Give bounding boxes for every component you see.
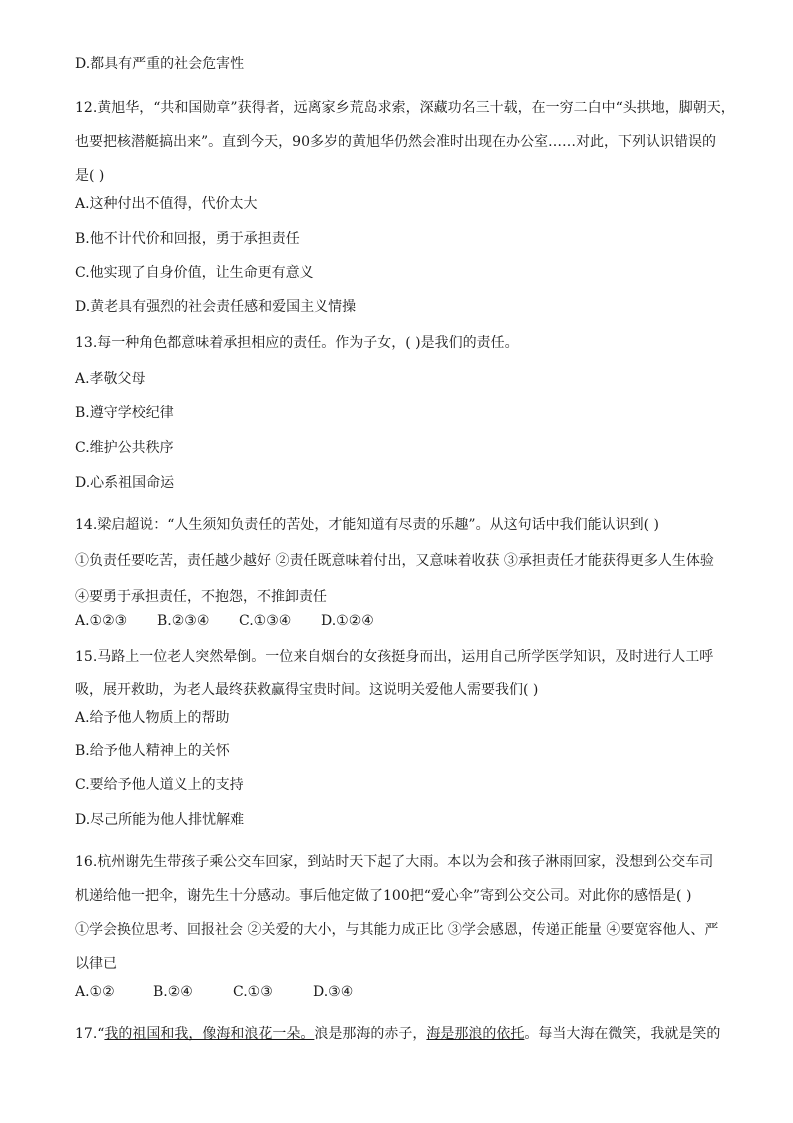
q13-stem: 13.每一种角色都意味着承担相应的责任。作为子女，( )是我们的责任。: [75, 335, 519, 351]
q12-stem-line-2: 也要把核潜艇搞出来”。直到今天，90多岁的黄旭华仍然会准时出现在办公室……对此，下列认识错误的: [75, 134, 716, 150]
q13-option-b: B.遵守学校纪律: [75, 405, 174, 421]
q16-option-a: A.①②: [75, 984, 115, 1000]
q12-stem-line-3: 是( ): [75, 168, 105, 184]
q14-option-d: D.①②④: [321, 613, 374, 629]
q16-items-line-2: 以律已: [75, 956, 117, 972]
q16-option-c: C.①③: [233, 984, 273, 1000]
q15-stem-line-1: 15.马路上一位老人突然晕倒。一位来自烟台的女孩挺身而出，运用自己所学医学知识，及时进行人工呼: [75, 649, 714, 665]
q16-stem-line-2: 机递给他一把伞，谢先生十分感动。事后他定做了100把“爱心伞”寄到公交公司。对此你的感悟是( ): [75, 888, 692, 904]
q16-option-d: D.③④: [313, 984, 354, 1000]
q14-option-a: A.①②③: [75, 613, 128, 629]
q17-prefix: 17.“: [75, 1026, 105, 1042]
q14-options: [75, 612, 374, 630]
q16-options: [75, 983, 353, 1001]
q17-underlined-phrase-1: 我的祖国和我，像海和浪花一朵。: [104, 1026, 315, 1042]
q17-suffix: 。每当大海在微笑，我就是笑的: [524, 1026, 721, 1042]
q14-items-line-2: ④要勇于承担责任，不抱怨，不推卸责任: [75, 589, 327, 605]
q12-option-c: C.他实现了自身价值，让生命更有意义: [75, 265, 314, 281]
q17-underlined-phrase-2: 海是那浪的依托: [426, 1026, 525, 1042]
q16-items-line-1: ①学会换位思考、回报社会 ②关爱的大小，与其能力成正比 ③学会感恩，传递正能量 ④要宽容他人、严: [75, 922, 719, 938]
q14-items-line-1: ①负责任要吃苦，责任越少越好 ②责任既意味着付出，又意味着收获 ③承担责任才能获得更多人生体验: [75, 553, 714, 569]
q15-stem-line-2: 吸，展开救助，为老人最终获救赢得宝贵时间。这说明关爱他人需要我们( ): [75, 682, 539, 698]
q16-stem-line-1: 16.杭州谢先生带孩子乘公交车回家，到站时天下起了大雨。本以为会和孩子淋雨回家，没想到公交车司: [75, 854, 714, 870]
q11-option-d: D.都具有严重的社会危害性: [75, 56, 245, 72]
q15-option-b: B.给予他人精神上的关怀: [75, 743, 230, 759]
q12-option-b: B.他不计代价和回报，勇于承担责任: [75, 231, 300, 247]
q17-stem-line-1: [75, 1025, 720, 1043]
q15-option-a: A.给予他人物质上的帮助: [75, 710, 230, 726]
q14-stem: 14.梁启超说：“人生须知负责任的苦处，才能知道有尽责的乐趣”。从这句话中我们能认识到( ): [75, 517, 659, 533]
q17-middle-text: 浪是那海的赤子，: [314, 1026, 427, 1042]
q12-option-a: A.这种付出不值得，代价太大: [75, 196, 258, 212]
q16-option-b: B.②④: [153, 984, 193, 1000]
q13-option-a: A.孝敬父母: [75, 371, 146, 387]
q13-option-d: D.心系祖国命运: [75, 475, 175, 491]
q13-option-c: C.维护公共秩序: [75, 440, 174, 456]
q15-option-d: D.尽己所能为他人排忧解难: [75, 812, 245, 828]
q15-option-c: C.要给予他人道义上的支持: [75, 777, 244, 793]
q12-option-d: D.黄老具有强烈的社会责任感和爱国主义情操: [75, 299, 357, 315]
q14-option-c: C.①③④: [239, 613, 292, 629]
q12-stem-line-1: 12.黄旭华，“共和国勋章”获得者，远离家乡荒岛求索，深藏功名三十载，在一穷二白中“头拱地，脚朝天，: [75, 100, 735, 116]
q14-option-b: B.②③④: [157, 613, 210, 629]
